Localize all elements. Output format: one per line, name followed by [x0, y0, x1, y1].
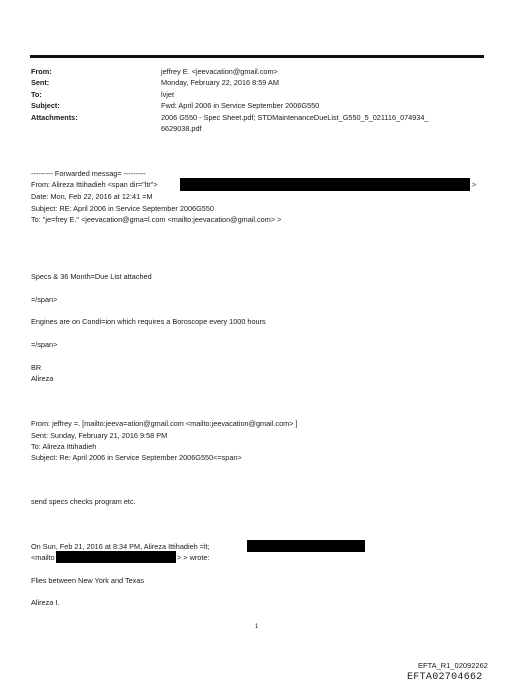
page-number: 1 — [255, 624, 259, 630]
sent-label: Sent: — [31, 78, 50, 87]
redaction-bar — [180, 178, 470, 191]
attachments-value-line2: 6629038.pdf — [161, 124, 202, 133]
reply-sent: Sent: Sunday, February 21, 2016 9:58 PM — [31, 431, 168, 440]
forwarded-from: From: Alireza Ittihadieh <span dir="ltr"> — [31, 180, 158, 189]
quote-mailto-start: <mailto — [31, 553, 55, 562]
quote-intro: On Sun, Feb 21, 2016 at 8:34 PM, Alireza Ittihadieh =lt; — [31, 542, 210, 551]
attachments-label: Attachments: — [31, 113, 78, 122]
efta-large-id: EFTA02704662 — [407, 672, 483, 683]
forwarded-from-end: > — [472, 180, 477, 189]
attachments-value-line1: 2006 G550 - Spec Sheet.pdf; STDMaintenanceDueList_G550_5_021116_074934_ — [161, 113, 429, 122]
body-signature: Alireza — [31, 374, 54, 383]
reply-subject: Subject: Re: April 2006 in Service September 2006G550<=span> — [31, 453, 242, 462]
quote-signature: Alireza I. — [31, 598, 60, 607]
reply-to: To: Alireza Ittihadieh — [31, 442, 97, 451]
subject-label: Subject: — [31, 101, 60, 110]
redaction-bar — [247, 540, 365, 552]
forwarded-to: To: "je=frey E." <jeevacation@gma=l.com <mailto:jeevacation@gmail.com> > — [31, 215, 282, 224]
body-br: BR — [31, 363, 42, 372]
sent-value: Monday, February 22, 2016 8:59 AM — [161, 78, 279, 87]
to-value: lvjet — [161, 90, 174, 99]
forwarded-date: Date: Mon, Feb 22, 2016 at 12:41 =M — [31, 192, 153, 201]
efta-small-id: EFTA_R1_02092262 — [418, 661, 488, 670]
from-label: From: — [31, 67, 52, 76]
forwarded-divider: --------- Forwarded messag= --------- — [31, 169, 146, 178]
quote-flies: Flies between New York and Texas — [31, 576, 145, 585]
reply-message: send specs checks program etc. — [31, 497, 136, 506]
header-rule — [30, 55, 484, 58]
from-value: jeffrey E. <jeevacation@gmail.com> — [161, 67, 278, 76]
body-engines: Engines are on Condi=ion which requires a Boroscope every 1000 hours — [31, 317, 266, 326]
redaction-bar — [56, 551, 176, 563]
to-label: To: — [31, 90, 42, 99]
forwarded-subject: Subject: RE: April 2006 in Service September 2006G550 — [31, 204, 214, 213]
body-specs: Specs & 36 Month=Due List attached — [31, 272, 152, 281]
body-span-tag: =/span> — [31, 295, 58, 304]
quote-mailto-end: > > wrote: — [177, 553, 210, 562]
subject-value: Fwd: April 2006 in Service September 2006G550 — [161, 101, 320, 110]
reply-from: From: jeffrey =. [mailto:jeeva=ation@gmail.com <mailto:jeevacation@gmail.com> ] — [31, 419, 298, 428]
body-span-tag: =/span> — [31, 340, 58, 349]
